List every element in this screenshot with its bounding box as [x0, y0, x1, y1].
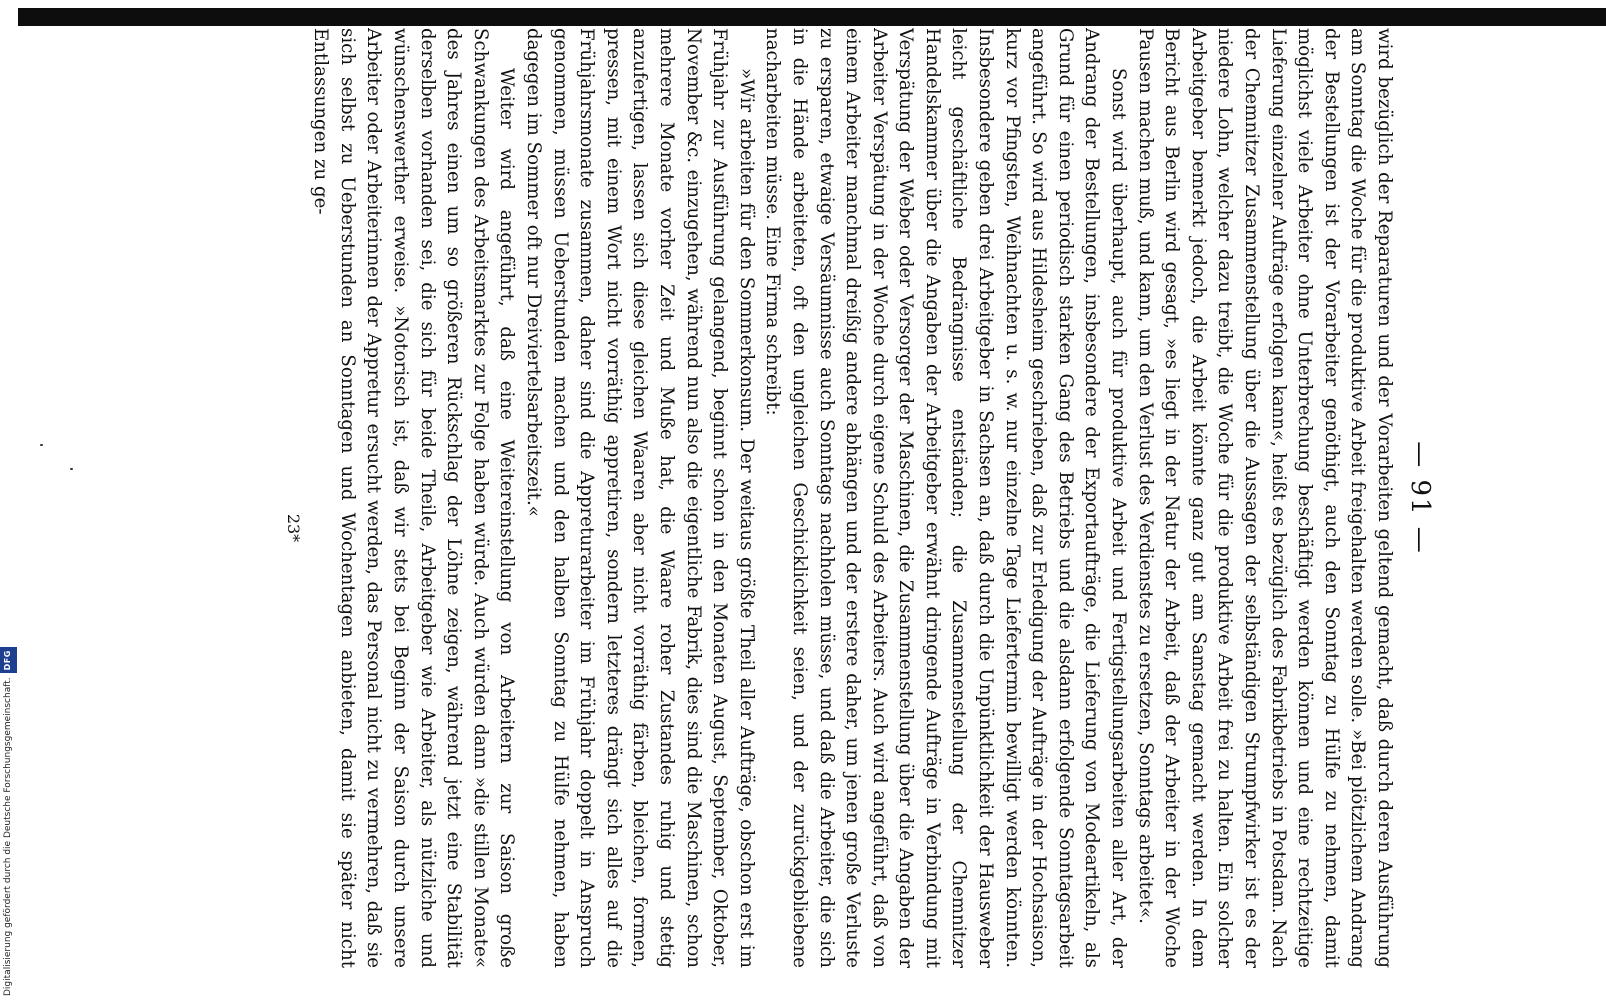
page-number: — 91 —: [1405, 441, 1435, 555]
signature-mark: 23*: [283, 513, 303, 543]
paragraph-3-quotation: »Wir arbeiten für den Sommerkonsum. Der weitaus größte Theil aller Aufträge, obschon erst im Frühjahr zur Ausführung gelangend, beginnt schon in den Monaten August, September, Oktober, November &c. einzugehen, während nun also die eigentliche Fabrik, dies sind die Maschinen, schon mehrere Monate vorher Zeit und Muße hat, die Waare roher Zustandes ruhig und stetig anzufertigen, lassen sich diese gleichen Waaren aber nicht vorräthig färben, bleichen, formen, pressen, mit einem Wort nicht vorräthig appretiren, sondern letzteres drängt sich alles auf die Frühjahrsmonate zusammen, daher sind die Appreturarbeiter im Frühjahr doppelt in Anspruch genommen, müssen Ueberstunden machen und den halben Sonntag zu Hülfe nehmen, haben dagegen im Sommer oft nur Dreiviertelsarbeitszeit.«: [523, 28, 757, 968]
body-text: [307, 28, 1397, 968]
rotated-page-content: [143, 28, 1443, 968]
scan-speck: [70, 468, 73, 470]
paragraph-4: Weiter wird angeführt, daß eine Weitereinstellung von Arbeitern zur Saison große Schwankungen des Arbeitsmarktes zur Folge haben würde. Auch würden dann »die stillen Monate« des Jahres einen um so größeren Rückschlag der Löhne zeigen, während jetzt eine Stabilität derselben vorhanden sei, die sich für beide Theile, Arbeitgeber wie Arbeiter, als nützliche und wünschenswerther erweise. »Notorisch ist, daß wir stets bei Beginn der Saison durch unsere Arbeiter oder Arbeiterinnen der Appretur ersucht werden, das Personal nicht zu vermehren, daß sie sich selbst zu Ueberstunden an Sonntagen und Wochentagen anbieten, damit sie später nicht Entlassungen zu ge-: [310, 28, 518, 968]
credit-text: Digitalisierung gefördert durch die Deutsche Forschungsgemeinschaft.: [3, 677, 13, 996]
scan-speck: [40, 444, 43, 446]
paragraph-1: wird bezüglich der Reparaturen und der Vorarbeiten geltend gemacht, daß durch deren Ausführung am Sonntag die Woche für die produktive Arbeit freigehalten werden solle. »Bei plötzlichem Andrang der Bestellungen ist der Vorarbeiter genöthigt, auch den Sonntag zu Hülfe zu nehmen, damit möglichst viele Arbeiter ohne Unterbrechung beschäftigt werden können und eine rechtzeitige Lieferung einzelner Aufträge erfolgen kann«, heißt es bezüglich des Fabrikbetriebs in Potsdam. Nach der Chemnitzer Zusammenstellung über die Aussagen der selbständigen Strumpfwirker ist es der niedere Lohn, welcher dazu treibt, die Woche für die produktive Arbeit frei zu halten. Ein solcher Arbeitgeber bemerkt jedoch, die Arbeit könnte ganz gut am Samstag gemacht werden. In dem Bericht aus Berlin wird gesagt, »es liegt in der Natur der Arbeit, daß der Arbeiter in der Woche Pausen machen muß, und kann, um den Verlust des Verdienstes zu ersetzen, Sonntags arbeitet«.: [1134, 28, 1395, 968]
digitization-credit: [0, 580, 16, 1000]
paragraph-2: Sonst wird überhaupt, auch für produktive Arbeit und Fertigstellungsarbeiten aller Art, der Andrang der Bestellungen, insbesondere der Exportaufträge, die Lieferung von Modeartikeln, als Grund für einen periodisch starken Gang des Betriebs und die alsdann erfolgende Sonntagsarbeit angeführt. So wird aus Hildesheim geschrieben, daß zur Erledigung der Aufträge in der Hochsaison, kurz vor Pfingsten, Weihnachten u. s. w. nur einzelne Tage Liefertermin bewilligt werden könnten. Insbesondere geben drei Arbeitgeber in Sachsen an, daß durch die Unpünktlichkeit der Hausweber leicht geschäftliche Bedrängnisse entständen; die Zusammenstellung der Chemnitzer Handelskammer über die Angaben der Arbeitgeber erwähnt dringende Aufträge in Verbindung mit Verspätung der Weber oder Versorger der Maschinen, die Zusammenstellung über die Angaben der Arbeiter Verspätung in der Woche durch eigene Schuld des Arbeiters. Auch wird angeführt, daß von einem Arbeiter manchmal dreißig andere abhängen und der erstere daher, um jenen große Verluste zu ersparen, etwaige Versäumnisse auch Sonntags nachholen müsse, und daß die Arbeiter, die sich in die Hände arbeiteten, oft den ungleichen Geschicklichkeit seien, und der zurückgebliebene nacharbeiten müsse. Eine Firma schreibt:: [762, 28, 1130, 968]
top-black-rule: [18, 8, 1606, 26]
scanned-page: [108, 28, 1528, 968]
dfg-logo-icon: DFG: [0, 647, 17, 673]
